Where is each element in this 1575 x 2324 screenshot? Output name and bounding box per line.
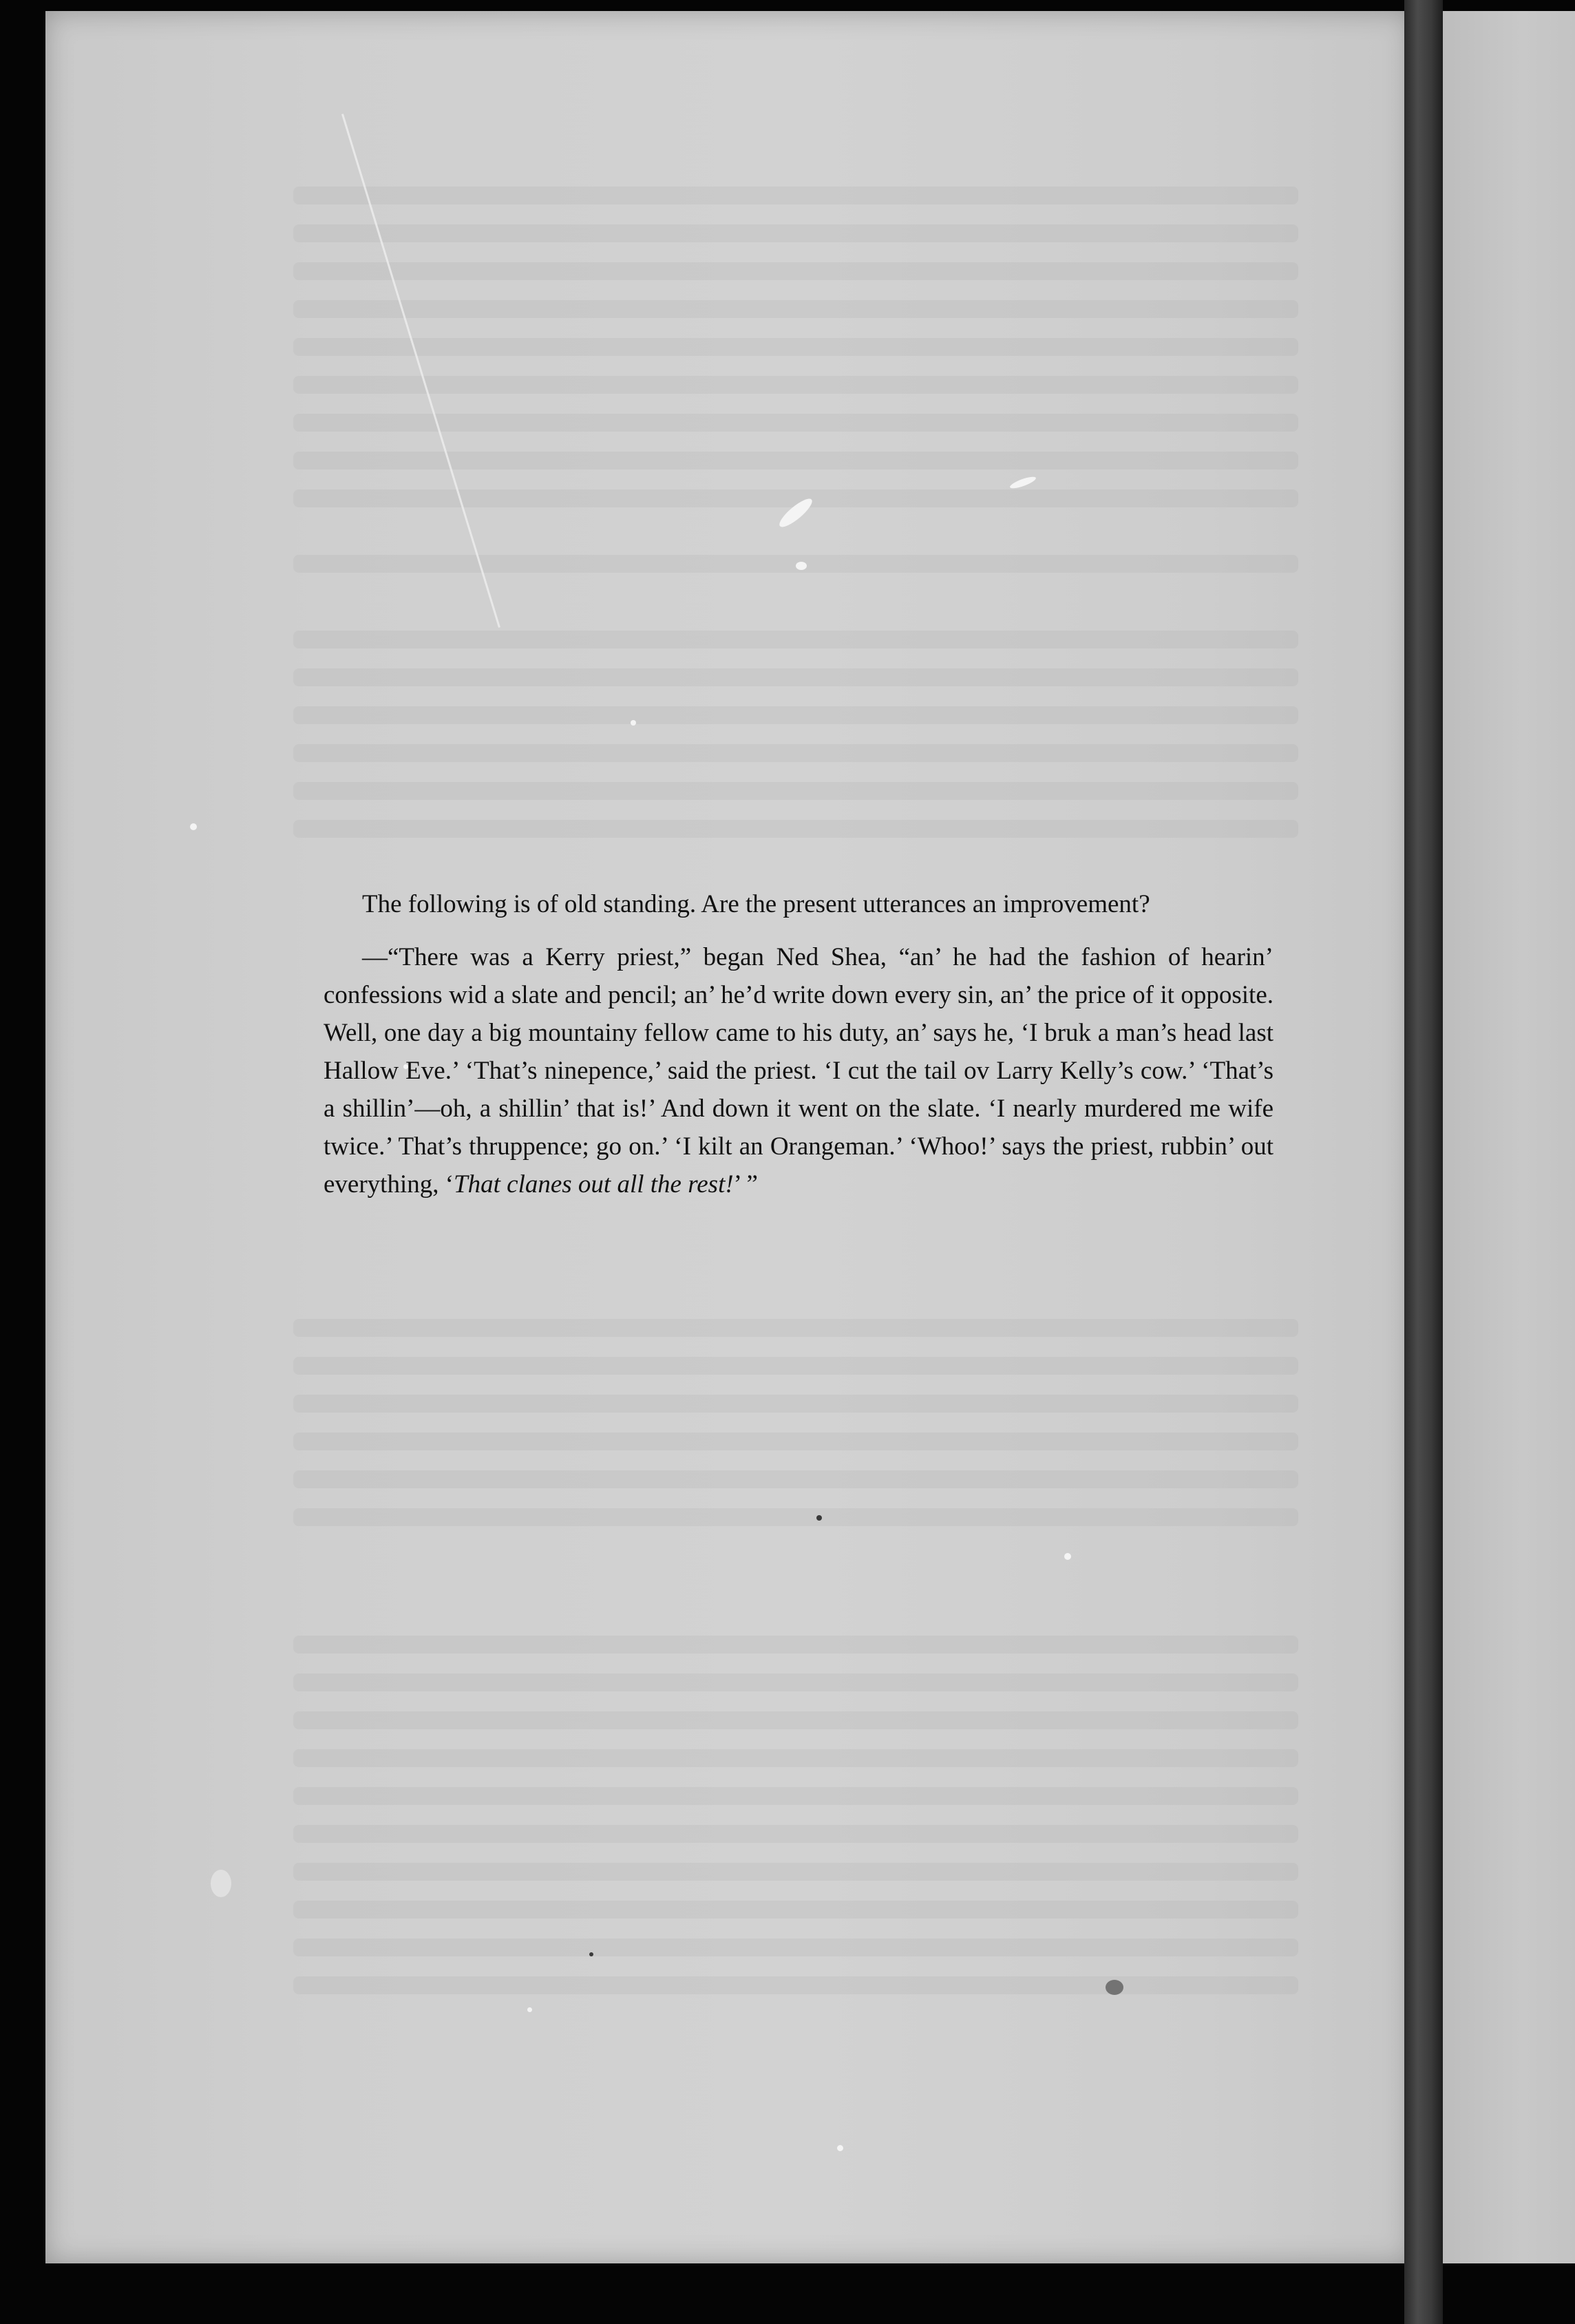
story-text: —“There was a Kerry priest,” began Ned Shea, “an’ he had the fashion of hearin’ confessions wid a slate and pencil; an’ he’d write down every sin, an’ the price of it opposite. Well, one day a big mountainy fellow came to his duty, an’ says he, ‘I bruk a man’s head last Hallow Eve.’ ‘That’s ninepence,’ said the priest. ‘I cut the tail ov Larry Kelly’s cow.’ ‘That’s a shillin’—oh, a shillin’ that is!’ And down it went on the slate. ‘I nearly murdered me wife twice.’ That’s thruppence; go on.’ ‘I kilt an Orangeman.’ ‘Whoo!’ says the priest, rubbin’ out everything, ‘	[324, 943, 1273, 1198]
bleed-through-line	[293, 1433, 1298, 1450]
facing-page-edge	[1443, 11, 1575, 2263]
book-gutter	[1404, 0, 1443, 2324]
bleed-through-line	[293, 1470, 1298, 1488]
dust-speck	[527, 2007, 532, 2012]
bleed-through-line	[293, 1825, 1298, 1843]
dust-speck	[796, 562, 807, 570]
bleed-through-line	[293, 1508, 1298, 1526]
bleed-through-line	[293, 1787, 1298, 1805]
bleed-through-line	[293, 376, 1298, 394]
dust-speck	[190, 823, 197, 830]
bleed-through-line	[293, 1749, 1298, 1767]
bleed-through-line	[293, 1319, 1298, 1337]
dust-speck	[211, 1870, 231, 1897]
ink-blot	[589, 1952, 593, 1956]
bleed-through-line	[293, 1711, 1298, 1729]
bleed-through-line	[293, 668, 1298, 686]
bleed-through-line	[293, 706, 1298, 724]
bleed-through-line	[293, 414, 1298, 432]
bleed-through-line	[293, 1901, 1298, 1919]
bleed-through-line	[293, 1636, 1298, 1654]
intro-paragraph: The following is of old standing. Are the present utterances an improvement?	[362, 890, 1150, 918]
bleed-through-line	[293, 1395, 1298, 1413]
story-closing-quote: ’ ”	[733, 1170, 758, 1198]
ink-blot	[816, 1515, 822, 1521]
bleed-through-line	[293, 452, 1298, 469]
bleed-through-line	[293, 744, 1298, 762]
story-punchline: That clanes out all the rest!	[454, 1170, 734, 1198]
bleed-through-line	[293, 1976, 1298, 1994]
dust-speck	[1064, 1553, 1071, 1560]
bleed-through-line	[293, 631, 1298, 648]
bleed-through-line	[293, 187, 1298, 204]
ink-blot	[1106, 1980, 1123, 1995]
bleed-through-line	[293, 1357, 1298, 1375]
passage	[324, 885, 1273, 1203]
dust-speck	[1008, 474, 1037, 490]
bleed-through-line	[293, 1863, 1298, 1881]
bleed-through-line	[293, 300, 1298, 318]
bleed-through-line	[293, 782, 1298, 800]
story-paragraph	[324, 938, 1273, 1203]
bleed-through-line	[293, 224, 1298, 242]
bleed-through-line	[293, 820, 1298, 838]
bleed-through-line	[293, 262, 1298, 280]
dust-speck	[837, 2145, 843, 2151]
bleed-through-line	[293, 1673, 1298, 1691]
bleed-through-line	[293, 338, 1298, 356]
bleed-through-line	[293, 1939, 1298, 1956]
paper-page	[45, 11, 1411, 2263]
dust-speck	[631, 720, 636, 726]
